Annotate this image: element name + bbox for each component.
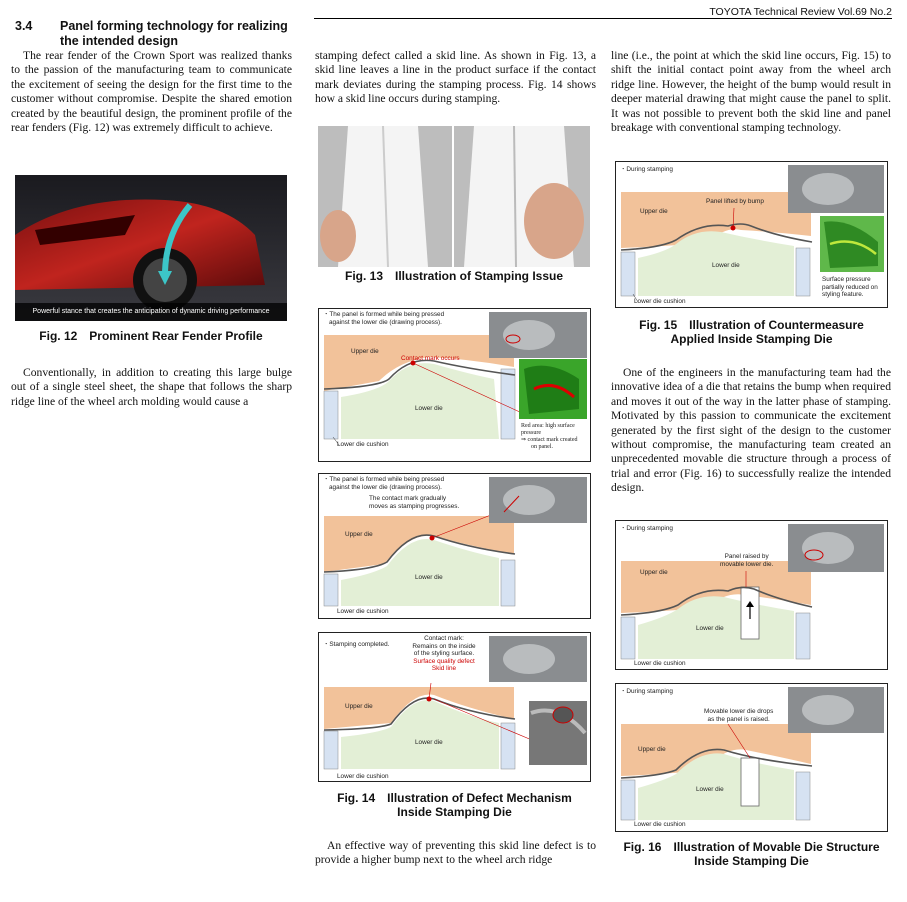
fig14c-cushion-label: Lower die cushion: [337, 773, 389, 780]
fig16-caption-line2: Inside Stamping Die: [694, 854, 809, 868]
red-legend-line4: on panel.: [531, 444, 553, 450]
col3-paragraph2: One of the engineers in the manufacturing team had the innovative idea of a die that retains the bump when required and moves it out of the way in the latter phase of stamping. Motivated by this passion to communicate the excitement generated by the first sight of the design to the customer without compromise, the manufacturing team created an unprecedented movable die structure through a process of trial and error (Fig. 16) to successfully realize the intended design.: [611, 366, 891, 495]
surface-defect-line1: Surface quality defect: [413, 657, 475, 665]
fig14-panel-c: [318, 632, 591, 782]
raised-line2: movable lower die.: [720, 560, 774, 568]
fig15-caption: [615, 318, 888, 346]
pressure-legend-line2: partially reduced on: [822, 283, 878, 291]
fig16b-cushion-label: Lower die cushion: [634, 821, 686, 828]
section-title-line2: the intended design: [60, 34, 179, 48]
fig16a-cushion-label: Lower die cushion: [634, 660, 686, 667]
fig13-caption: Fig. 13 Illustration of Stamping Issue: [344, 269, 564, 283]
fig15-pressure-legend: [822, 276, 878, 299]
col1-paragraph1: The rear fender of the Crown Sport was realized thanks to the passion of the manufacturing team to communicate the excitement of seeing the design for the first time to the customer without compromise. Despite the shared emotion created by the beautiful design, the prominent profile of the rear fenders (Fig. 12) was extremely difficult to achieve.: [11, 49, 292, 135]
fig15-cushion-label: Lower die cushion: [634, 298, 686, 305]
fig14b-note3: The contact mark gradually: [369, 495, 447, 502]
fig15-lower-die-label: Lower die: [712, 262, 740, 269]
fig14-caption-line1: Fig. 14 Illustration of Defect Mechanism: [337, 791, 572, 805]
col3-paragraph1: line (i.e., the point at which the skid line occurs, Fig. 15) to shift the initial contact point away from the wheel arch ridge line. However, the height of the bump would result in deeper material drawing that might cause the panel to split. It was not possible to prevent both the skid line and panel breakage with conventional stamping technology.: [611, 49, 891, 135]
fig14b-cushion-label: Lower die cushion: [337, 608, 389, 615]
col2-paragraph2: An effective way of preventing this skid line defect is to provide a higher bump next to the wheel arch ridge: [315, 839, 596, 867]
fig16a-note: ・During stamping: [620, 525, 673, 532]
fig16b-upper-die-label: Upper die: [638, 746, 666, 753]
fig14a-cushion-label: Lower die cushion: [337, 441, 389, 448]
fig16-caption: [615, 840, 888, 868]
pressure-legend-line3: styling feature.: [822, 291, 864, 298]
fig14-caption-line2: Inside Stamping Die: [397, 805, 512, 819]
fig16a-lower-die-label: Lower die: [696, 625, 724, 632]
fig13-photo-right: [454, 126, 590, 267]
red-legend-line1: Red area: high surface: [521, 423, 575, 429]
fig14b-upper-die-label: Upper die: [345, 531, 373, 538]
contact-mark-line1: Contact mark:: [424, 635, 464, 642]
fig14b-note4: moves as stamping progresses.: [369, 503, 460, 510]
fig14a-red-legend: [521, 423, 578, 451]
fig14-panel-b: [318, 473, 591, 619]
raised-line1: Panel raised by: [724, 553, 769, 560]
fig14a-upper-die-label: Upper die: [351, 348, 379, 355]
red-legend-line3: ⇒ contact mark created: [521, 437, 578, 443]
fig12-photo: [15, 175, 287, 321]
fig14-panel-a: [318, 308, 591, 462]
fig16-panel-b: [615, 683, 888, 832]
fig16-caption-line1: Fig. 16 Illustration of Movable Die Structure: [623, 840, 880, 854]
fig14c-contact-mark: [409, 635, 479, 673]
fig14b-lower-die-label: Lower die: [415, 574, 443, 581]
drop-line2: as the panel is raised.: [707, 715, 770, 723]
section-number: 3.4: [15, 19, 33, 33]
drop-line1: Movable lower die drops: [704, 708, 774, 715]
section-heading: [15, 19, 305, 48]
contact-mark-line2: Remains on the inside: [412, 642, 476, 650]
fig16b-lower-die-label: Lower die: [696, 786, 724, 793]
red-legend-line2: pressure: [521, 430, 541, 436]
col2-paragraph1: stamping defect called a skid line. As shown in Fig. 13, a skid line leaves a line in the product surface if the contact mark deviates during the stamping process. Fig. 14 shows how a skid line occurs during stamping.: [315, 49, 596, 106]
fig13-photo-left: [318, 126, 452, 267]
fig14b-note2: against the lower die (drawing process).: [329, 484, 442, 491]
fig14a-note1: ・The panel is formed while being pressed: [323, 311, 445, 318]
fig16a-raised-label: [720, 553, 773, 568]
fig15-panel: [615, 161, 888, 308]
fig15-caption-line2: Applied Inside Stamping Die: [670, 332, 833, 346]
pressure-legend-line1: Surface pressure: [822, 276, 871, 283]
fig14a-contact-label: Contact mark occurs: [401, 355, 460, 362]
fig14a-note2: against the lower die (drawing process).: [329, 319, 442, 326]
header-rule: [314, 18, 892, 19]
fig16b-note: ・During stamping: [620, 688, 673, 695]
fig14c-note1: ・Stamping completed.: [323, 641, 390, 648]
surface-defect-line2: Skid line: [431, 665, 457, 672]
fig14a-lower-die-label: Lower die: [415, 405, 443, 412]
col1-paragraph2: Conventionally, in addition to creating this large bulge out of a single steel sheet, the shape that follows the sharp ridge line of the wheel arch molding would cause a: [11, 366, 292, 408]
fig15-panel-lifted-label: Panel lifted by bump: [706, 198, 764, 205]
fig14-caption: [318, 791, 591, 819]
fig12-banner: Powerful stance that creates the anticipation of dynamic driving performance: [32, 308, 270, 315]
fig14c-upper-die-label: Upper die: [345, 703, 373, 710]
fig16b-drop-label: [704, 708, 773, 723]
fig16-panel-a: [615, 520, 888, 670]
fig15-upper-die-label: Upper die: [640, 208, 668, 215]
contact-mark-line3: of the styling surface.: [413, 650, 475, 657]
fig12-caption: Fig. 12 Prominent Rear Fender Profile: [39, 329, 263, 343]
fig16a-upper-die-label: Upper die: [640, 569, 668, 576]
fig14b-note1: ・The panel is formed while being pressed: [323, 476, 445, 483]
fig15-note: ・During stamping: [620, 166, 673, 173]
fig14c-lower-die-label: Lower die: [415, 739, 443, 746]
fig15-caption-line1: Fig. 15 Illustration of Countermeasure: [639, 318, 864, 332]
journal-header: TOYOTA Technical Review Vol.69 No.2: [709, 6, 892, 18]
section-title-line1: Panel forming technology for realizing: [60, 19, 288, 33]
